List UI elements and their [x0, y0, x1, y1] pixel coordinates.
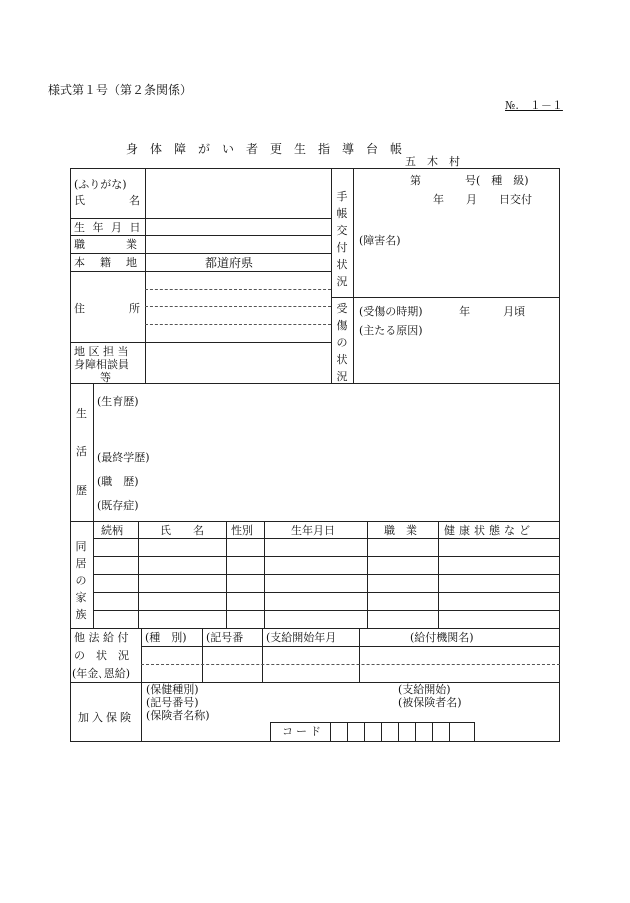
form-reference: 様式第１号（第２条関係） [48, 83, 193, 97]
benefit-col-symbol: (記号番 [206, 631, 244, 644]
life-history-label-3: 歴 [76, 484, 87, 497]
divider [70, 682, 560, 683]
divider [364, 722, 365, 741]
divider [331, 168, 332, 383]
divider [270, 722, 271, 741]
divider [70, 235, 331, 236]
divider [93, 538, 560, 539]
life-history-label-1: 生 [76, 407, 87, 420]
benefit-col-agency: (給付機関名) [410, 631, 474, 644]
table-border-top [70, 168, 560, 169]
table-border-right [559, 168, 560, 741]
divider [398, 722, 399, 741]
family-col-health: 健康状態など [444, 524, 534, 537]
counselor-label-2: 身障相談員 [74, 358, 129, 371]
address-label: 住 所 [74, 302, 140, 315]
divider [347, 722, 348, 741]
document-title: 身 体 障 が い 者 更 生 指 導 台 帳 [126, 142, 403, 156]
divider [415, 722, 416, 741]
handbook-number-line: 第 号( 種 級) [410, 174, 529, 187]
divider [353, 168, 354, 383]
divider [70, 253, 331, 254]
insured-name-label: (被保険者名) [398, 696, 462, 709]
divider [70, 342, 331, 343]
injury-status-label: 受傷の状況 [336, 302, 348, 383]
other-benefits-label-3: (年金､恩給) [72, 667, 131, 680]
work-history-label: (職 歴) [97, 475, 139, 488]
divider [145, 289, 331, 290]
benefit-col-start: (支給開始年月 [266, 631, 337, 644]
divider [70, 521, 560, 522]
divider [141, 628, 142, 741]
family-col-relation: 続柄 [101, 524, 123, 537]
divider [145, 324, 331, 325]
divider [93, 556, 560, 557]
counselor-label-1: 地 区 担 当 [74, 345, 129, 358]
other-benefits-label-1: 他 法 給 付 [74, 631, 129, 644]
payment-start-label: (支給開始) [398, 683, 451, 696]
divider [449, 722, 450, 741]
divider [330, 722, 331, 741]
insurance-type-label: (保健種別) [146, 683, 199, 696]
insurance-symbol-label: (記号番号) [146, 696, 199, 709]
family-label: 同居の家族 [75, 540, 87, 621]
family-col-sex: 性別 [231, 524, 253, 537]
family-col-birthdate: 生年月日 [291, 524, 335, 537]
divider [93, 383, 94, 521]
birthdate-label: 生 年 月 日 [74, 221, 143, 234]
divider [93, 592, 560, 593]
upbringing-label: (生育歴) [97, 395, 139, 408]
occupation-label: 職 業 [74, 238, 139, 251]
handbook-date-line: 年 月 日交付 [433, 193, 532, 206]
handbook-status-label: 手帳交付状況 [336, 190, 348, 288]
domicile-label: 本 籍 地 [74, 256, 139, 269]
record-number: №. １－１ [505, 99, 563, 112]
divider [70, 383, 560, 384]
prior-illness-label: (既存症) [97, 499, 139, 512]
divider [202, 628, 203, 682]
divider [141, 664, 560, 665]
village-name: 五 木 村 [405, 155, 460, 168]
divider [70, 271, 331, 272]
table-border-bottom [70, 741, 560, 742]
divider [381, 722, 382, 741]
insurer-name-label: (保険者名称) [146, 709, 210, 722]
family-col-occupation: 職 業 [384, 524, 417, 537]
injury-cause-label: (主たる原因) [359, 324, 423, 337]
divider [70, 218, 331, 219]
disability-name-label: (障害名) [359, 234, 401, 247]
divider [145, 306, 331, 307]
divider [70, 628, 560, 629]
divider [432, 722, 433, 741]
divider [270, 722, 474, 723]
life-history-label-2: 活 [76, 445, 87, 458]
divider [141, 646, 560, 647]
divider [145, 168, 146, 383]
divider [93, 574, 560, 575]
counselor-label-3: 等 [100, 371, 111, 384]
divider [93, 610, 560, 611]
family-col-name: 氏 名 [160, 524, 204, 537]
injury-time-line: (受傷の時期) 年 月頃 [359, 305, 526, 318]
divider [331, 297, 559, 298]
furigana-label: (ふりがな) [74, 178, 127, 191]
divider [359, 628, 360, 682]
code-label: コード [282, 725, 324, 738]
name-label: 氏 名 [74, 194, 140, 207]
domicile-value: 都道府県 [205, 256, 254, 270]
other-benefits-label-2: の 状 況 [74, 649, 129, 662]
divider [262, 628, 263, 682]
benefit-col-type: (種 別) [145, 631, 187, 644]
divider [474, 722, 475, 741]
education-label: (最終学歴) [97, 451, 150, 464]
insurance-label: 加入保険 [78, 711, 134, 724]
